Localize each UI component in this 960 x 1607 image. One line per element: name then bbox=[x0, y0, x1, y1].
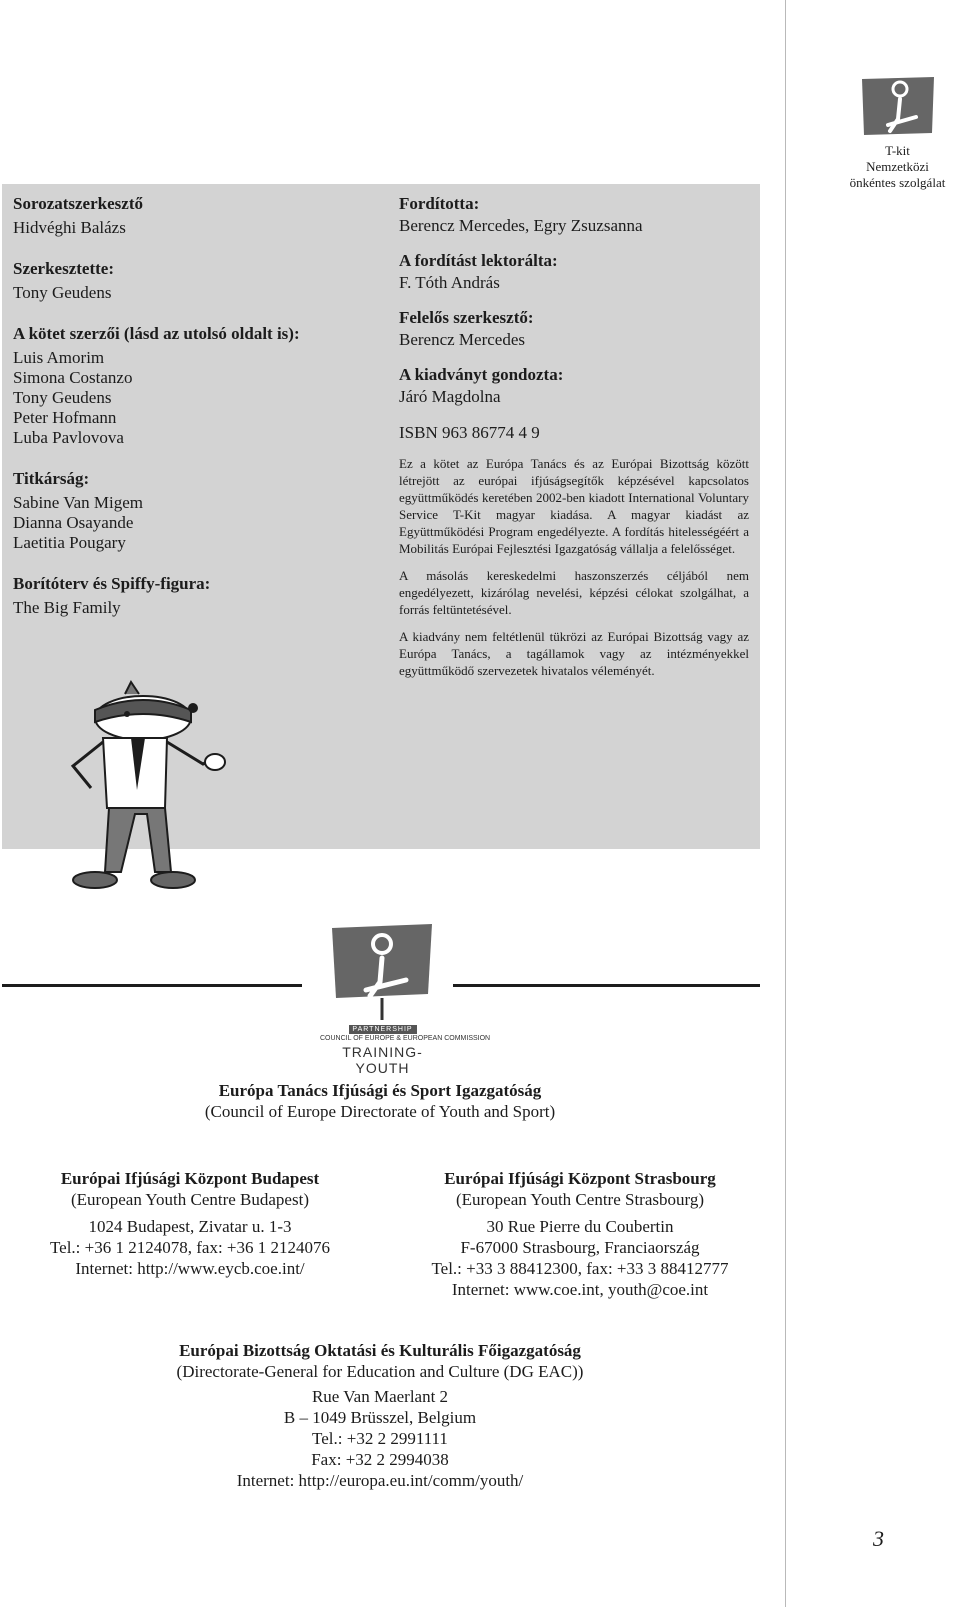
strasbourg-contact-block bbox=[400, 1168, 760, 1300]
partnership-logo bbox=[320, 922, 491, 1076]
series-badge bbox=[835, 75, 960, 191]
responsible-editor-label: Felelős szerkesztő: bbox=[399, 308, 534, 327]
partnership-label: PARTNERSHIP bbox=[349, 1025, 417, 1034]
proofread-value: F. Tóth András bbox=[399, 273, 500, 292]
secretariat-name: Dianna Osayande bbox=[13, 513, 134, 532]
imprint-right-column bbox=[399, 193, 749, 679]
translated-by-label: Fordította: bbox=[399, 194, 480, 213]
secretariat-name: Laetitia Pougary bbox=[13, 533, 126, 552]
dg-eac-phone: Tel.: +32 2 2991111 bbox=[312, 1429, 448, 1448]
dg-eac-name-en: (Directorate-General for Education and Culture (DG EAC)) bbox=[176, 1362, 584, 1381]
proofread-label: A fordítást lektorálta: bbox=[399, 251, 558, 270]
budapest-centre-name: Európai Ifjúsági Központ Budapest bbox=[60, 1169, 320, 1188]
directorate-name: Európa Tanács Ifjúsági és Sport Igazgatóság bbox=[218, 1081, 542, 1100]
translated-by-value: Berencz Mercedes, Egry Zsuzsanna bbox=[399, 216, 643, 235]
isbn: ISBN 963 86774 4 9 bbox=[399, 423, 540, 442]
strasbourg-phone: Tel.: +33 3 88412300, fax: +33 3 88412777 bbox=[431, 1259, 729, 1278]
cover-design-value: The Big Family bbox=[13, 598, 121, 617]
author-name: Peter Hofmann bbox=[13, 408, 117, 427]
author-name: Simona Costanzo bbox=[13, 368, 133, 387]
responsible-editor-value: Berencz Mercedes bbox=[399, 330, 526, 349]
series-name-line-1: T-kit bbox=[885, 143, 910, 158]
strasbourg-address-street: 30 Rue Pierre du Coubertin bbox=[486, 1217, 674, 1236]
vertical-divider bbox=[785, 0, 786, 1607]
dg-eac-contact-block bbox=[130, 1340, 630, 1491]
managed-by-label: A kiadványt gondozta: bbox=[399, 365, 564, 384]
budapest-address: 1024 Budapest, Zivatar u. 1-3 bbox=[88, 1217, 292, 1236]
dg-eac-fax: Fax: +32 2 2994038 bbox=[311, 1450, 449, 1469]
author-name: Luis Amorim bbox=[13, 348, 105, 367]
strasbourg-web: Internet: www.coe.int, youth@coe.int bbox=[451, 1280, 709, 1299]
disclaimer-note: A kiadvány nem feltétlenül tükrözi az Európai Bizottság vagy az Európa Tanács, a tagállamok vagy az intézményekkel együttműködő szervezetek hivatalos véleményét. bbox=[399, 629, 749, 678]
strasbourg-address-city: F-67000 Strasbourg, Franciaország bbox=[460, 1238, 700, 1257]
managed-by-value: Járó Magdolna bbox=[399, 387, 501, 406]
secretariat-list bbox=[13, 493, 383, 553]
secretariat-name: Sabine Van Migem bbox=[13, 493, 144, 512]
copyright-note: A másolás kereskedelmi haszonszerzés céljából nem engedélyezett, kizárólag nevelési, képzési célokat szolgálhat, a forrás feltüntetésével. bbox=[399, 568, 749, 617]
dg-eac-address-city: B – 1049 Brüsszel, Belgium bbox=[283, 1408, 477, 1427]
edited-by-label: Szerkesztette: bbox=[13, 259, 114, 278]
divider-right bbox=[453, 984, 760, 987]
tkit-flag-icon bbox=[860, 75, 936, 139]
strasbourg-centre-name-en: (European Youth Centre Strasbourg) bbox=[455, 1190, 705, 1209]
budapest-web: Internet: http://www.eycb.coe.int/ bbox=[75, 1259, 305, 1278]
spiffy-mascot-illustration bbox=[55, 680, 235, 910]
directorate-name-en: (Council of Europe Directorate of Youth and Sport) bbox=[204, 1102, 556, 1121]
training-youth-wordmark: TRAINING-YOUTH bbox=[342, 1044, 423, 1076]
directorate-block bbox=[130, 1080, 630, 1122]
budapest-centre-name-en: (European Youth Centre Budapest) bbox=[71, 1190, 309, 1209]
strasbourg-centre-name: Európai Ifjúsági Központ Strasbourg bbox=[444, 1169, 716, 1188]
divider-left bbox=[2, 984, 302, 987]
dg-eac-web: Internet: http://europa.eu.int/comm/youth/ bbox=[236, 1471, 524, 1490]
dg-eac-name: Európai Bizottság Oktatási és Kulturális Főigazgatóság bbox=[179, 1341, 581, 1360]
series-editor-value: Hidvéghi Balázs bbox=[13, 218, 126, 237]
series-editor-label: Sorozatszerkesztő bbox=[13, 194, 143, 213]
cover-design-label: Borítóterv és Spiffy-figura: bbox=[13, 574, 211, 593]
authors-list bbox=[13, 348, 383, 448]
authors-label: A kötet szerzői (lásd az utolsó oldalt is): bbox=[13, 324, 300, 343]
page-number: 3 bbox=[873, 1526, 884, 1551]
imprint-left-column bbox=[13, 193, 383, 618]
edited-by-value: Tony Geudens bbox=[13, 283, 112, 302]
author-name: Tony Geudens bbox=[13, 388, 112, 407]
dg-eac-address-street: Rue Van Maerlant 2 bbox=[311, 1387, 449, 1406]
partnership-council-line: COUNCIL OF EUROPE & EUROPEAN COMMISSION bbox=[320, 1035, 491, 1042]
budapest-contact-block bbox=[10, 1168, 370, 1279]
series-name-line-3: önkéntes szolgálat bbox=[849, 175, 946, 190]
secretariat-label: Titkárság: bbox=[13, 469, 90, 488]
series-name-line-2: Nemzetközi bbox=[866, 159, 929, 174]
training-youth-flag-icon bbox=[328, 922, 438, 1020]
publication-note: Ez a kötet az Európa Tanács és az Európai Bizottság között létrejött az európai ifjúságsegítők képzésével kapcsolatos együttműködés keretében 2002-ben kiadott International Voluntary Service T-Kit magyar kiadása. A magyar kiadást az Együttműködési Program engedélyezte. A fordítás hitelességéért a Mobilitás Európai Fejlesztési Igazgatóság vállalja a felelősséget. bbox=[399, 456, 749, 556]
budapest-phone: Tel.: +36 1 2124078, fax: +36 1 2124076 bbox=[49, 1238, 331, 1257]
author-name: Luba Pavlovova bbox=[13, 428, 124, 447]
